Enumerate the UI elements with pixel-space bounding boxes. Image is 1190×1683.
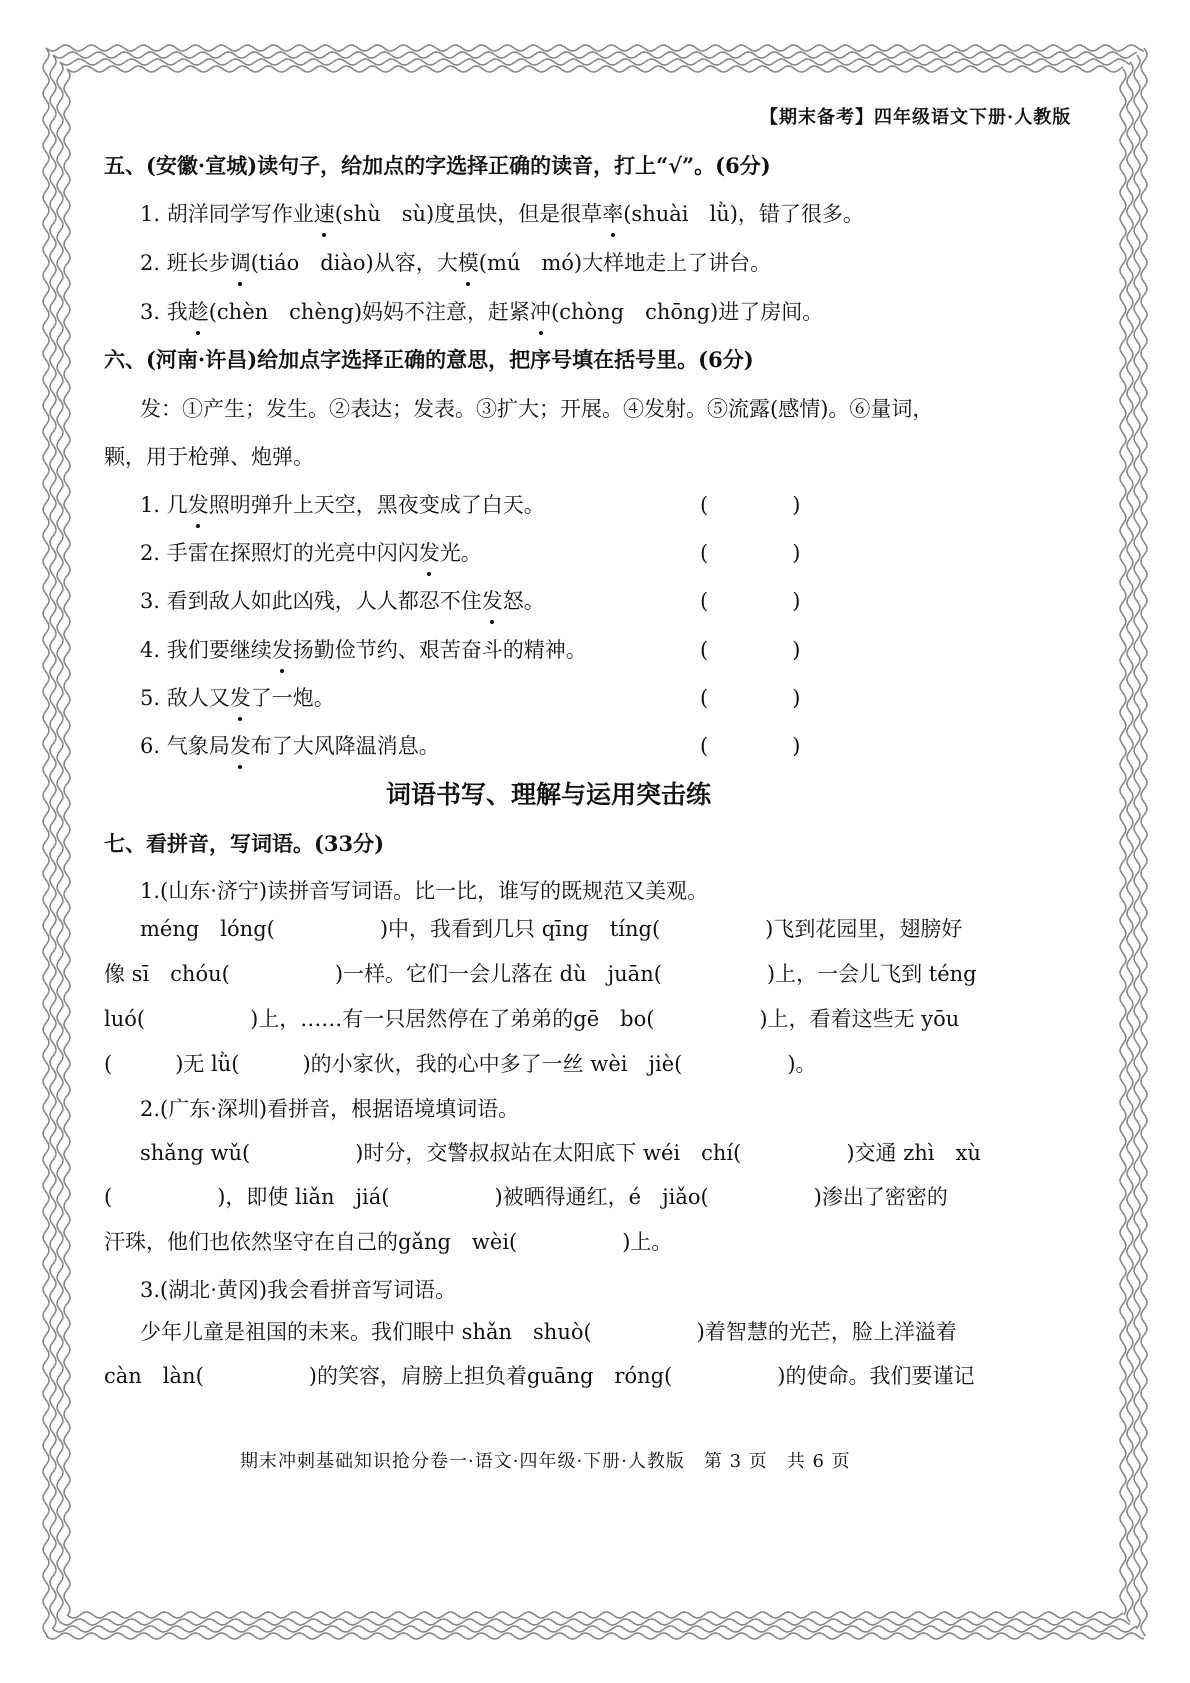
q7-sub2-title: 2.(广东·深圳)看拼音，根据语境填词语。 bbox=[140, 1097, 520, 1121]
q6-answer-blank-2[interactable]: ( ) bbox=[700, 541, 801, 565]
q6-answer-blank-4[interactable]: ( ) bbox=[700, 638, 801, 662]
q7-sub3-line-2: càn làn( )的笑容，肩膀上担负着guāng róng( )的使命。我们要谨记 bbox=[104, 1364, 975, 1388]
dotted-char: 率 bbox=[602, 202, 624, 226]
q6-item-6: 6. 气象局发布了大风降温消息。 bbox=[140, 734, 440, 758]
q6-item-2: 2. 手雷在探照灯的光亮中闪闪发光。 bbox=[140, 541, 482, 565]
q7-heading: 七、看拼音，写词语。(33分) bbox=[104, 831, 385, 856]
q7-sub3-line-1: 少年儿童是祖国的未来。我们眼中 shǎn shuò( )着智慧的光芒，脸上洋溢着 bbox=[140, 1320, 957, 1344]
q6-answer-blank-1[interactable]: ( ) bbox=[700, 493, 801, 517]
dotted-char: 发 bbox=[229, 734, 251, 758]
q5-item-3: 3. 我趁(chèn chèng)妈妈不注意，赶紧冲(chòng chōng)进了房间。 bbox=[140, 300, 824, 324]
dotted-char: 调 bbox=[229, 251, 251, 275]
q6-definitions-line-1: 发：①产生；发生。②表达；发表。③扩大；开展。④发射。⑤流露(感情)。⑥量词， bbox=[140, 397, 934, 421]
dotted-char: 趁 bbox=[187, 300, 209, 324]
dotted-char: 模 bbox=[457, 251, 479, 275]
q7-sub2-line-3: 汗珠，他们也依然坚守在自己的gǎng wèi( )上。 bbox=[104, 1230, 673, 1254]
dotted-char: 发 bbox=[271, 638, 293, 662]
section-title: 词语书写、理解与运用突击练 bbox=[386, 780, 712, 809]
q6-item-1: 1. 几发照明弹升上天空，黑夜变成了白天。 bbox=[140, 493, 545, 517]
q6-heading: 六、(河南·许昌)给加点字选择正确的意思，把序号填在括号里。(6分) bbox=[104, 347, 754, 372]
q6-item-4: 4. 我们要继续发扬勤俭节约、艰苦奋斗的精神。 bbox=[140, 638, 587, 662]
q5-heading: 五、(安徽·宣城)读句子，给加点的字选择正确的读音，打上“√”。(6分) bbox=[104, 153, 771, 178]
dotted-char: 发 bbox=[187, 493, 209, 517]
q6-answer-blank-3[interactable]: ( ) bbox=[700, 589, 801, 613]
page-footer: 期末冲刺基础知识抢分卷一·语文·四年级·下册·人教版 第 3 页 共 6 页 bbox=[240, 1451, 851, 1472]
q7-sub2-line-1: shǎng wǔ( )时分，交警叔叔站在太阳底下 wéi chí( )交通 zhì xù bbox=[140, 1141, 981, 1165]
q5-item-1: 1. 胡洋同学写作业速(shù sù)度虽快，但是很草率(shuài lǜ)，错了很多。 bbox=[140, 202, 864, 226]
q5-item-2: 2. 班长步调(tiáo diào)从容，大模(mú mó)大样地走上了讲台。 bbox=[140, 251, 772, 275]
q7-sub1-title: 1.(山东·济宁)读拼音写词语。比一比，谁写的既规范又美观。 bbox=[140, 879, 709, 903]
q7-sub1-line-3: luó( )上，……有一只居然停在了弟弟的gē bo( )上，看着这些无 yōu bbox=[104, 1007, 960, 1031]
dotted-char: 冲 bbox=[530, 300, 552, 324]
q7-sub1-line-4: ( )无 lǜ( )的小家伙，我的心中多了一丝 wèi jiè( )。 bbox=[104, 1052, 817, 1076]
q6-definitions-line-2: 颗，用于枪弹、炮弹。 bbox=[104, 445, 314, 469]
dotted-char: 速 bbox=[313, 202, 335, 226]
dotted-char: 发 bbox=[481, 589, 503, 613]
q7-sub3-title: 3.(湖北·黄冈)我会看拼音写词语。 bbox=[140, 1278, 457, 1302]
q6-answer-blank-5[interactable]: ( ) bbox=[700, 686, 801, 710]
q7-sub2-line-2: ( )，即使 liǎn jiá( )被晒得通红，é jiǎo( )渗出了密密的 bbox=[104, 1185, 948, 1209]
q6-item-5: 5. 敌人又发了一炮。 bbox=[140, 686, 335, 710]
q7-sub1-line-1: méng lóng( )中，我看到几只 qīng tíng( )飞到花园里，翅膀好 bbox=[140, 917, 963, 941]
dotted-char: 发 bbox=[418, 541, 440, 565]
q7-sub1-line-2: 像 sī chóu( )一样。它们一会儿落在 dù juān( )上，一会儿飞到 téng bbox=[104, 962, 977, 986]
q6-item-3: 3. 看到敌人如此凶残，人人都忍不住发怒。 bbox=[140, 589, 545, 613]
q6-answer-blank-6[interactable]: ( ) bbox=[700, 734, 801, 758]
dotted-char: 发 bbox=[229, 686, 251, 710]
page-header: 【期末备考】四年级语文下册·人教版 bbox=[760, 107, 1072, 128]
